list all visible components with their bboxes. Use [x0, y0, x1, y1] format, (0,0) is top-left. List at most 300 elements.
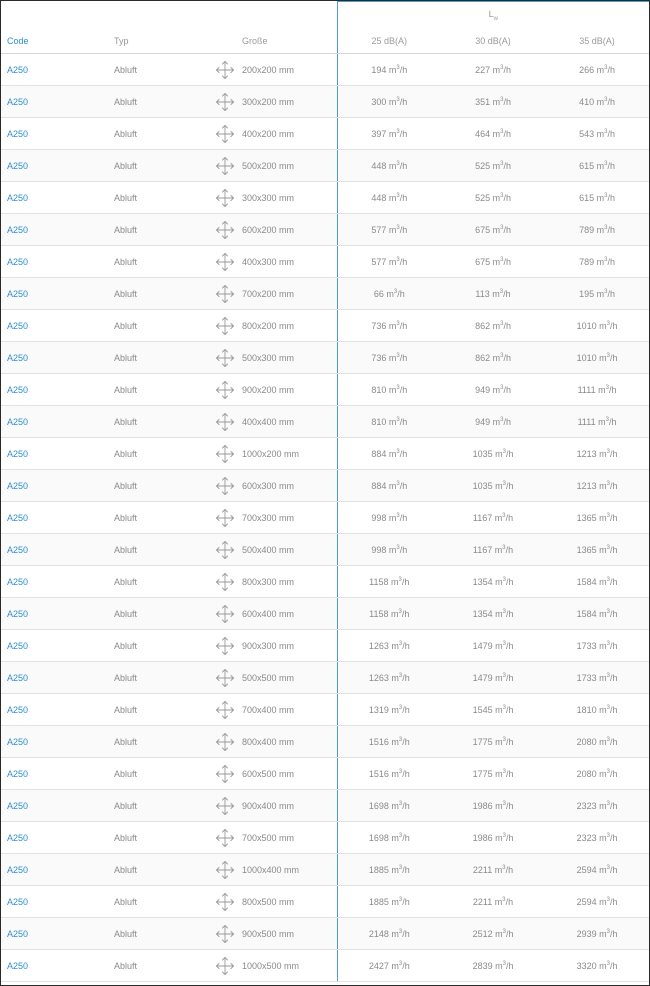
row-typ: Abluft — [105, 726, 195, 758]
row-typ: Abluft — [105, 758, 195, 790]
unit-pre: m — [596, 64, 605, 75]
unit-post: /h — [505, 512, 514, 523]
unit-pre: m — [599, 832, 607, 843]
unit-post: /h — [609, 864, 618, 875]
row-size: 500x400 mm — [242, 544, 295, 555]
row-code-link[interactable]: A250 — [1, 854, 105, 886]
unit-post: /h — [609, 640, 618, 651]
row-code-link[interactable]: A250 — [1, 534, 105, 566]
unit-pre: m — [495, 960, 503, 971]
column-header-typ[interactable]: Typ — [105, 28, 195, 54]
table-row — [1, 822, 649, 854]
table-row — [1, 694, 649, 726]
row-typ: Abluft — [105, 822, 195, 854]
unit-pre: m — [492, 384, 501, 395]
airflow-value: 2939 — [576, 928, 597, 939]
unit-sup: 3 — [502, 608, 506, 615]
unit-pre: m — [495, 480, 503, 491]
row-typ: Abluft — [105, 854, 195, 886]
row-grosse — [195, 598, 337, 630]
unit-post: /h — [399, 192, 408, 203]
row-airflow-v30 — [441, 54, 545, 86]
row-code-link[interactable]: A250 — [1, 342, 105, 374]
table-row — [1, 374, 649, 406]
airflow-value: 1733 — [576, 640, 597, 651]
column-header-grosse[interactable]: Große — [195, 28, 337, 54]
airflow-value: 1111 — [577, 416, 596, 427]
row-code-link[interactable]: A250 — [1, 310, 105, 342]
row-grosse — [195, 118, 337, 150]
unit-post: /h — [505, 480, 514, 491]
unit-sup: 3 — [500, 192, 504, 199]
unit-post: /h — [607, 96, 615, 107]
row-grosse — [195, 566, 337, 598]
unit-post: /h — [402, 704, 410, 715]
table-row — [1, 790, 649, 822]
move-arrows-icon — [215, 384, 242, 394]
unit-sup: 3 — [604, 64, 608, 71]
row-size: 600x200 mm — [242, 224, 295, 235]
table-row — [1, 342, 649, 374]
unit-sup: 3 — [502, 864, 506, 871]
unit-sup: 3 — [502, 960, 506, 967]
unit-sup: 3 — [606, 832, 610, 839]
table-row — [1, 886, 649, 918]
row-typ: Abluft — [105, 86, 195, 118]
unit-pre: m — [388, 480, 397, 491]
unit-pre: m — [596, 224, 605, 235]
row-airflow-v25 — [337, 214, 441, 246]
unit-sup: 3 — [606, 480, 610, 487]
column-header-code[interactable]: Code — [1, 28, 105, 54]
unit-sup: 3 — [396, 480, 400, 487]
unit-sup: 3 — [502, 704, 506, 711]
unit-sup: 3 — [606, 896, 610, 903]
move-arrows-icon — [215, 480, 242, 490]
unit-sup: 3 — [396, 320, 400, 327]
column-header-30db[interactable]: 30 dB(A) — [441, 28, 545, 54]
airflow-value: 66 — [373, 288, 384, 299]
row-airflow-v25 — [337, 790, 441, 822]
unit-sup: 3 — [604, 160, 608, 167]
unit-post: /h — [609, 832, 618, 843]
unit-sup: 3 — [398, 768, 403, 775]
row-airflow-v30 — [441, 726, 545, 758]
row-code-link[interactable]: A250 — [1, 662, 105, 694]
unit-post: /h — [399, 128, 408, 139]
airflow-value: 300 — [371, 96, 387, 107]
unit-pre: m — [391, 800, 399, 811]
unit-pre: m — [599, 928, 607, 939]
airflow-value: 1158 — [369, 608, 389, 619]
row-size: 500x300 mm — [242, 352, 295, 363]
unit-post: /h — [503, 384, 511, 395]
unit-sup: 3 — [502, 448, 506, 455]
airflow-value: 2594 — [576, 896, 597, 907]
airflow-value: 577 — [371, 256, 387, 267]
airflow-value: 1698 — [368, 832, 389, 843]
unit-pre: m — [391, 928, 399, 939]
unit-post: /h — [399, 224, 408, 235]
row-code-link[interactable]: A250 — [1, 438, 105, 470]
row-typ: Abluft — [105, 790, 195, 822]
move-arrows-icon — [215, 96, 242, 106]
unit-pre: m — [492, 256, 501, 267]
row-code-link[interactable]: A250 — [1, 54, 105, 86]
unit-pre: m — [492, 96, 501, 107]
unit-sup: 3 — [396, 192, 400, 199]
unit-sup: 3 — [606, 864, 610, 871]
unit-sup: 3 — [606, 928, 610, 935]
unit-pre: m — [388, 416, 397, 427]
airflow-value: 1885 — [368, 896, 389, 907]
lw-subscript: w — [493, 15, 498, 22]
airflow-value: 2512 — [472, 928, 493, 939]
move-arrows-icon — [215, 256, 242, 266]
row-airflow-v35 — [545, 790, 649, 822]
table-row — [1, 182, 649, 214]
row-grosse — [195, 182, 337, 214]
airflow-value: 949 — [475, 384, 491, 395]
unit-sup: 3 — [396, 64, 400, 71]
unit-pre: m — [492, 64, 501, 75]
unit-post: /h — [607, 192, 615, 203]
row-size: 700x300 mm — [242, 512, 295, 523]
unit-sup: 3 — [604, 288, 608, 295]
unit-post: /h — [399, 448, 408, 459]
row-airflow-v35 — [545, 566, 649, 598]
unit-post: /h — [609, 928, 618, 939]
unit-sup: 3 — [398, 640, 403, 647]
row-size: 700x200 mm — [242, 288, 295, 299]
row-typ: Abluft — [105, 278, 195, 310]
row-size: 1000x400 mm — [242, 864, 300, 875]
airflow-value: 884 — [371, 480, 387, 491]
row-grosse — [195, 662, 337, 694]
row-code-link[interactable]: A250 — [1, 790, 105, 822]
unit-sup: 3 — [502, 896, 506, 903]
unit-post: /h — [505, 448, 514, 459]
row-code-link[interactable]: A250 — [1, 758, 105, 790]
airflow-value: 194 — [371, 64, 387, 75]
unit-sup: 3 — [606, 608, 610, 615]
unit-sup: 3 — [502, 736, 506, 743]
unit-pre: m — [391, 672, 399, 683]
column-header-35db[interactable]: 35 dB(A) — [545, 28, 649, 54]
row-airflow-v30 — [441, 886, 545, 918]
table-body — [1, 54, 649, 982]
unit-post: /h — [609, 800, 618, 811]
row-airflow-v30 — [441, 534, 545, 566]
unit-pre: m — [494, 512, 503, 523]
unit-sup: 3 — [500, 352, 504, 359]
airflow-value: 1035 — [472, 480, 493, 491]
airflow-value: 2323 — [576, 832, 597, 843]
unit-post: /h — [503, 96, 511, 107]
row-grosse — [195, 502, 337, 534]
unit-post: /h — [503, 256, 511, 267]
row-code-link[interactable]: A250 — [1, 822, 105, 854]
row-size: 800x200 mm — [242, 320, 295, 331]
unit-pre: m — [391, 640, 399, 651]
unit-pre: m — [492, 128, 501, 139]
unit-post: /h — [399, 512, 408, 523]
row-grosse — [195, 854, 337, 886]
unit-pre: m — [599, 640, 607, 651]
row-code-link[interactable]: A250 — [1, 598, 105, 630]
unit-sup: 3 — [606, 320, 610, 327]
airflow-value: 525 — [475, 160, 491, 171]
airflow-value: 615 — [579, 160, 595, 171]
row-airflow-v25 — [337, 502, 441, 534]
move-arrows-icon — [215, 832, 242, 842]
airflow-value: 998 — [371, 512, 387, 523]
unit-pre: m — [495, 768, 503, 779]
unit-post: /h — [402, 736, 410, 747]
row-size: 700x400 mm — [242, 704, 295, 715]
row-code-link[interactable]: A250 — [1, 470, 105, 502]
airflow-value: 448 — [371, 160, 387, 171]
row-size: 500x200 mm — [242, 160, 295, 171]
row-size: 200x200 mm — [242, 64, 295, 75]
airflow-value: 1584 — [576, 576, 597, 587]
row-code-link[interactable]: A250 — [1, 182, 105, 214]
unit-pre: m — [495, 576, 503, 587]
unit-pre: m — [492, 352, 501, 363]
unit-post: /h — [607, 160, 615, 171]
unit-post: /h — [607, 224, 615, 235]
row-typ: Abluft — [105, 374, 195, 406]
row-airflow-v25 — [337, 278, 441, 310]
row-airflow-v25 — [337, 662, 441, 694]
row-size: 600x300 mm — [242, 480, 295, 491]
table-row — [1, 278, 649, 310]
unit-post: /h — [399, 352, 408, 363]
table-row — [1, 246, 649, 278]
row-grosse — [195, 790, 337, 822]
unit-sup: 3 — [398, 736, 403, 743]
table-row — [1, 758, 649, 790]
unit-sup: 3 — [396, 96, 400, 103]
airflow-value: 1516 — [368, 768, 389, 779]
row-code-link[interactable]: A250 — [1, 246, 105, 278]
table-row — [1, 310, 649, 342]
row-code-link[interactable]: A250 — [1, 950, 105, 982]
move-arrows-icon — [215, 960, 242, 970]
group-header-row — [1, 2, 649, 29]
row-code-link[interactable]: A250 — [1, 726, 105, 758]
airflow-value: 577 — [371, 224, 387, 235]
row-typ: Abluft — [105, 470, 195, 502]
move-arrows-icon — [215, 192, 242, 202]
unit-post: /h — [399, 160, 408, 171]
airflow-value: 397 — [371, 128, 387, 139]
row-airflow-v35 — [545, 374, 649, 406]
row-airflow-v25 — [337, 470, 441, 502]
airflow-value: 2211 — [472, 896, 493, 907]
unit-post: /h — [609, 768, 618, 779]
move-arrows-icon — [215, 160, 242, 170]
unit-sup: 3 — [502, 672, 506, 679]
row-airflow-v30 — [441, 438, 545, 470]
row-code-link[interactable]: A250 — [1, 502, 105, 534]
unit-pre: m — [599, 864, 607, 875]
unit-pre: m — [391, 768, 399, 779]
unit-post: /h — [505, 800, 514, 811]
airflow-value: 1354 — [472, 576, 493, 587]
row-airflow-v25 — [337, 438, 441, 470]
unit-sup: 3 — [606, 768, 610, 775]
table-row — [1, 502, 649, 534]
move-arrows-icon — [215, 64, 242, 74]
row-airflow-v35 — [545, 54, 649, 86]
unit-pre: m — [495, 448, 503, 459]
airflow-value: 736 — [371, 320, 387, 331]
unit-sup: 3 — [502, 640, 506, 647]
airflow-value: 1158 — [369, 576, 389, 587]
row-grosse — [195, 918, 337, 950]
move-arrows-icon — [215, 800, 242, 810]
table-row — [1, 598, 649, 630]
unit-post: /h — [609, 448, 618, 459]
row-typ: Abluft — [105, 118, 195, 150]
unit-pre: m — [391, 608, 399, 619]
unit-post: /h — [399, 416, 408, 427]
row-code-link[interactable]: A250 — [1, 374, 105, 406]
unit-post: /h — [503, 352, 511, 363]
unit-pre: m — [596, 128, 605, 139]
row-airflow-v35 — [545, 950, 649, 982]
row-code-link[interactable]: A250 — [1, 86, 105, 118]
move-arrows-icon — [215, 672, 242, 682]
airflow-value: 2427 — [368, 960, 389, 971]
table-row — [1, 950, 649, 982]
row-code-link[interactable]: A250 — [1, 886, 105, 918]
row-typ: Abluft — [105, 662, 195, 694]
unit-sup: 3 — [604, 128, 608, 135]
airflow-value: 810 — [371, 384, 387, 395]
row-airflow-v30 — [441, 342, 545, 374]
row-airflow-v35 — [545, 86, 649, 118]
row-airflow-v35 — [545, 598, 649, 630]
airflow-value: 1545 — [472, 704, 493, 715]
unit-pre: m — [494, 544, 503, 555]
row-airflow-v35 — [545, 406, 649, 438]
row-grosse — [195, 758, 337, 790]
row-airflow-v30 — [441, 566, 545, 598]
table-row — [1, 150, 649, 182]
unit-sup: 3 — [396, 416, 400, 423]
airflow-value: 1584 — [576, 608, 597, 619]
airflow-value: 1263 — [368, 672, 389, 683]
row-code-link[interactable]: A250 — [1, 214, 105, 246]
unit-sup: 3 — [396, 544, 400, 551]
row-airflow-v30 — [441, 918, 545, 950]
row-code-link[interactable]: A250 — [1, 918, 105, 950]
row-code-link[interactable]: A250 — [1, 630, 105, 662]
row-grosse — [195, 54, 337, 86]
row-airflow-v35 — [545, 342, 649, 374]
row-airflow-v35 — [545, 534, 649, 566]
row-airflow-v35 — [545, 214, 649, 246]
row-airflow-v30 — [441, 278, 545, 310]
row-airflow-v35 — [545, 182, 649, 214]
move-arrows-icon — [215, 608, 242, 618]
unit-sup: 3 — [502, 928, 506, 935]
unit-pre: m — [599, 896, 607, 907]
airflow-value: 2211 — [472, 864, 493, 875]
row-grosse — [195, 310, 337, 342]
unit-pre: m — [599, 768, 607, 779]
lw-label: L — [488, 8, 494, 19]
row-typ: Abluft — [105, 534, 195, 566]
row-size: 600x400 mm — [242, 608, 295, 619]
unit-sup: 3 — [500, 64, 504, 71]
unit-sup: 3 — [396, 160, 400, 167]
unit-post: /h — [402, 640, 410, 651]
airflow-value: 1354 — [472, 608, 493, 619]
row-code-link[interactable]: A250 — [1, 406, 105, 438]
airflow-value: 1775 — [472, 736, 493, 747]
row-typ: Abluft — [105, 502, 195, 534]
row-code-link[interactable]: A250 — [1, 566, 105, 598]
unit-sup: 3 — [606, 960, 610, 967]
airflow-table — [1, 1, 649, 982]
move-arrows-icon — [215, 576, 242, 586]
row-airflow-v30 — [441, 822, 545, 854]
airflow-value: 1010 — [576, 320, 597, 331]
unit-pre: m — [492, 288, 500, 299]
row-airflow-v35 — [545, 630, 649, 662]
unit-pre: m — [599, 448, 607, 459]
airflow-value: 1986 — [472, 832, 493, 843]
airflow-value: 789 — [579, 224, 595, 235]
airflow-value: 1479 — [472, 640, 493, 651]
row-airflow-v35 — [545, 310, 649, 342]
row-grosse — [195, 470, 337, 502]
move-arrows-icon — [215, 352, 242, 362]
unit-sup: 3 — [606, 544, 610, 551]
airflow-value: 1365 — [576, 544, 597, 555]
unit-sup: 3 — [500, 384, 504, 391]
airflow-value: 1733 — [576, 672, 597, 683]
row-airflow-v35 — [545, 438, 649, 470]
row-typ: Abluft — [105, 310, 195, 342]
unit-sup: 3 — [396, 224, 400, 231]
row-size: 400x200 mm — [242, 128, 295, 139]
row-airflow-v30 — [441, 406, 545, 438]
column-header-25db[interactable]: 25 dB(A) — [337, 28, 441, 54]
row-size: 900x500 mm — [242, 928, 295, 939]
row-airflow-v30 — [441, 854, 545, 886]
unit-pre: m — [596, 288, 605, 299]
row-size: 700x500 mm — [242, 832, 295, 843]
airflow-value: 1775 — [472, 768, 493, 779]
unit-post: /h — [607, 128, 615, 139]
unit-pre: m — [388, 256, 397, 267]
unit-post: /h — [609, 672, 618, 683]
row-airflow-v25 — [337, 950, 441, 982]
airflow-value: 195 — [579, 288, 595, 299]
row-code-link[interactable]: A250 — [1, 150, 105, 182]
unit-post: /h — [505, 672, 514, 683]
row-code-link[interactable]: A250 — [1, 118, 105, 150]
row-code-link[interactable]: A250 — [1, 694, 105, 726]
row-airflow-v30 — [441, 662, 545, 694]
unit-pre: m — [596, 160, 605, 171]
airflow-value: 2594 — [576, 864, 597, 875]
row-code-link[interactable]: A250 — [1, 278, 105, 310]
